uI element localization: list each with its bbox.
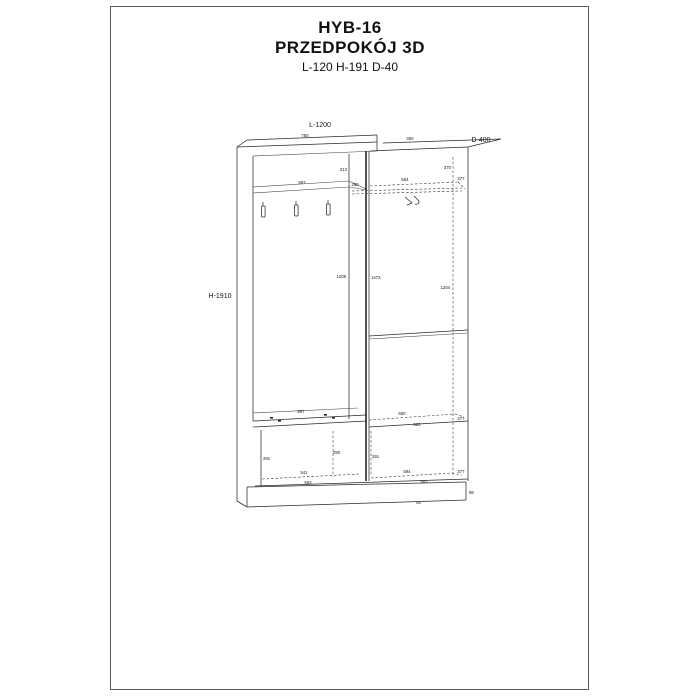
center-divider-panel (366, 151, 369, 481)
foot-bottom-slant (237, 501, 247, 507)
dim-right-back-height: 1204 (440, 285, 450, 290)
dim-left-open-height: 1208 (336, 274, 346, 279)
label-overall-height: H-1910 (208, 293, 232, 300)
dim-right-drawer-inner-width: 594 (403, 469, 411, 474)
dim-right-shelf-depth: 377 (457, 416, 465, 421)
dim-right-shelf-inner-width: 650 (398, 411, 406, 416)
label-overall-depth: D-400 (471, 137, 491, 144)
dim-left-drawer-inner-width: 541 (300, 470, 308, 475)
right-unit-carcass (371, 147, 468, 481)
bench-back-edge (253, 408, 358, 413)
bench-front-bottom-edge (253, 421, 366, 427)
plinth-bottom-edge (247, 500, 466, 507)
dim-plinth-height: 98 (469, 490, 474, 495)
dim-left-drawer-height: 291 (263, 456, 271, 461)
lower-shelf-hidden-edge (369, 414, 455, 420)
dim-right-drawer-width: 583 (420, 479, 428, 484)
left-top-panel (237, 133, 377, 156)
hinge-icon (332, 417, 335, 419)
drawer-hidden-bottom (262, 474, 360, 479)
dim-top-left-width: 750 (301, 133, 309, 138)
model-code: HYB-16 (318, 18, 382, 37)
dim-right-top-height: 370 (443, 165, 451, 170)
product-name: PRZEDPOKÓJ 3D (274, 38, 426, 57)
dimensions-summary: L-120 H-191 D-40 (301, 60, 399, 74)
slab-left-slant (237, 140, 247, 147)
dim-right-drawer-depth: 377 (457, 469, 465, 474)
slab-bottom-edge (253, 151, 377, 156)
hanger-icon (405, 197, 412, 205)
dim-rail-depth: 377 (457, 176, 465, 181)
shelf-bottom-edge (253, 187, 349, 193)
dim-top-right-width: 450 (406, 136, 414, 141)
right-top-front-edge (370, 147, 468, 151)
hinge-icon (270, 417, 273, 419)
hinge-icon (324, 414, 327, 416)
hinge-icon (278, 420, 281, 422)
rail-hidden-line-a (352, 188, 462, 191)
rail-hidden-line-b (352, 191, 462, 194)
dim-shelf-width: 597 (298, 180, 306, 185)
hook-icon (262, 206, 266, 217)
dim-left-drawer-width: 583 (304, 480, 312, 485)
dim-right-inner-height: 1473 (371, 275, 381, 280)
label-overall-width: L-1200 (309, 122, 331, 129)
dim-right-drawer-height: 291 (372, 454, 380, 459)
title-block (110, 18, 590, 75)
rail-dimension-line (370, 182, 458, 186)
dim-shelf-right: 260 (351, 182, 359, 187)
hook-icon (327, 204, 331, 215)
left-unit-carcass (237, 147, 349, 481)
slab-back-edge (247, 135, 377, 140)
furniture-technical-drawing (195, 110, 515, 522)
coat-hooks (262, 200, 331, 217)
drawer-hidden-bottom (371, 473, 452, 478)
hook-icon (295, 205, 299, 216)
dim-left-drawer-inner-height: 290 (332, 450, 340, 455)
shelf-right-connector-b (349, 187, 366, 190)
dim-rail-length: 554 (401, 177, 409, 182)
left-bottom-drawer (261, 430, 360, 486)
right-bottom-drawer (371, 431, 465, 484)
hanger-icon (414, 196, 419, 204)
dim-top-section-height: 213 (339, 167, 347, 172)
plinth-base (237, 481, 474, 507)
dim-bench-width: 597 (297, 409, 305, 414)
slab-front-edge (237, 142, 377, 147)
dim-right-shelf-width: 583 (413, 422, 421, 427)
